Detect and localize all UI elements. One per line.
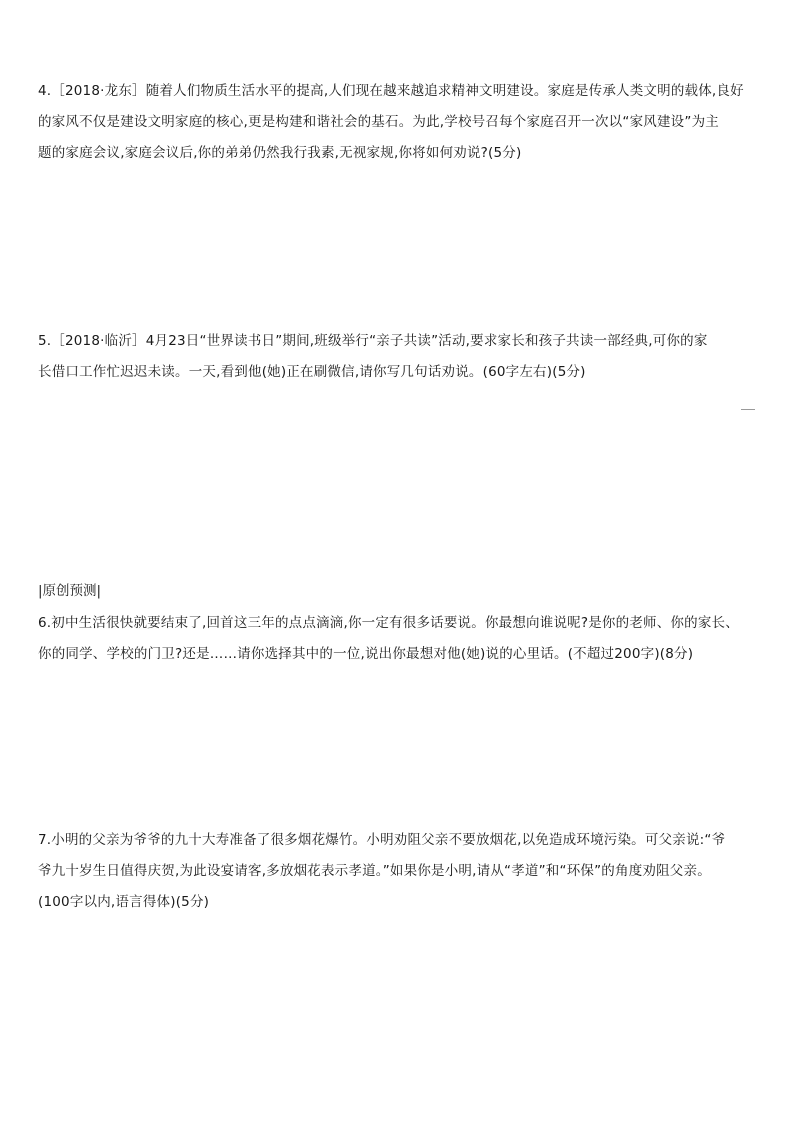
question-6 [38,608,760,670]
question-7 [38,825,760,918]
question-5 [38,326,760,388]
question-6-line-2: 你的同学、学校的门卫?还是……请你选择其中的一位,说出你最想对他(她)说的心里话。(不超过200字)(8分) [38,646,694,662]
section-header-original-prediction: |原创预测| [38,583,102,599]
question-6-line-1: 6.初中生活很快就要结束了,回首这三年的点点滴滴,你一定有很多话要说。你最想向谁说呢?是你的老师、你的家长、 [38,615,739,631]
question-7-line-1: 7.小明的父亲为爷爷的九十大寿准备了很多烟花爆竹。小明劝阻父亲不要放烟花,以免造成环境污染。可父亲说:“爷 [38,832,726,848]
question-7-line-3: (100字以内,语言得体)(5分) [38,894,210,910]
question-4-line-3: 题的家庭会议,家庭会议后,你的弟弟仍然我行我素,无视家规,你将如何劝说?(5分) [38,145,522,161]
question-4-line-2: 的家风不仅是建设文明家庭的核心,更是构建和谐社会的基石。为此,学校号召每个家庭召开一次以“家风建设”为主 [38,114,719,130]
question-5-line-2: 长借口工作忙迟迟未读。一天,看到他(她)正在刷微信,请你写几句话劝说。(60字左右)(5分) [38,364,586,380]
question-4-line-1: 4.［2018·龙东］随着人们物质生活水平的提高,人们现在越来越追求精神文明建设。家庭是传承人类文明的载体,良好 [38,83,744,99]
question-5-line-1: 5.［2018·临沂］4月23日“世界读书日”期间,班级举行“亲子共读”活动,要求家长和孩子共读一部经典,可你的家 [38,333,708,349]
stray-dash-mark [741,409,755,410]
question-7-line-2: 爷九十岁生日值得庆贺,为此设宴请客,多放烟花表示孝道。”如果你是小明,请从“孝道”和“环保”的角度劝阻父亲。 [38,863,711,879]
question-4 [38,76,760,169]
